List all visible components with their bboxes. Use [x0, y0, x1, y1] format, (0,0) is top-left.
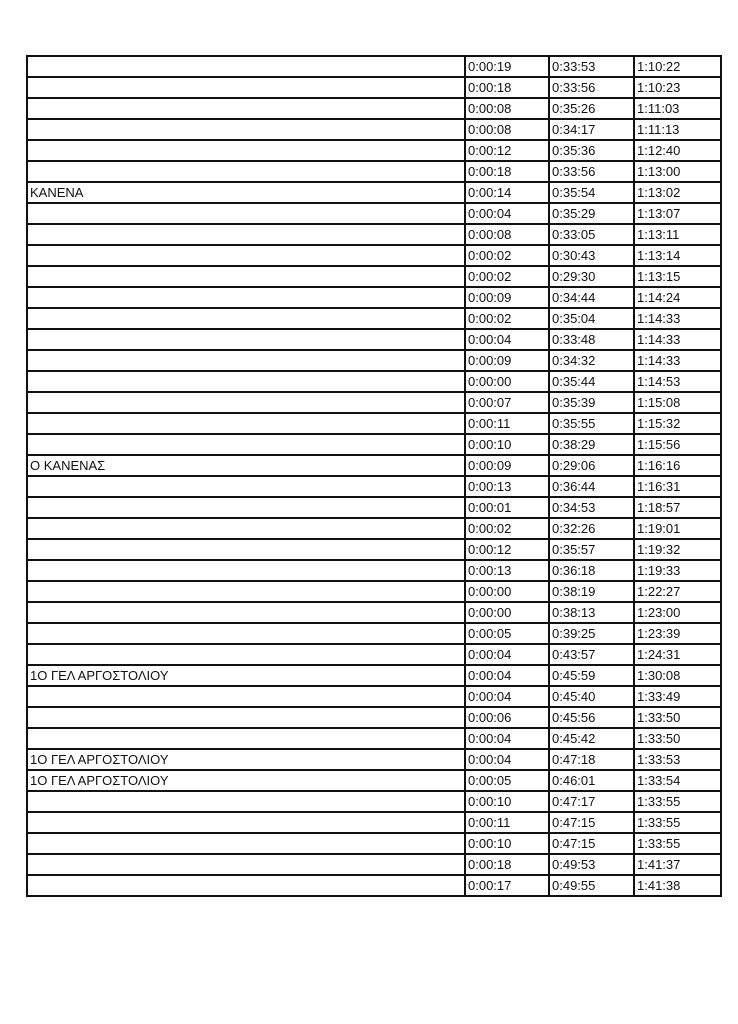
table-row	[27, 455, 721, 476]
time-cell-2: 0:35:29	[549, 203, 634, 224]
table-row	[27, 728, 721, 749]
time-cell-1: 0:00:00	[465, 581, 549, 602]
time-cell-2: 0:30:43	[549, 245, 634, 266]
time-cell-1: 0:00:18	[465, 161, 549, 182]
table-row	[27, 560, 721, 581]
time-cell-2: 0:33:56	[549, 77, 634, 98]
time-cell-2: 0:47:18	[549, 749, 634, 770]
team-cell	[27, 308, 465, 329]
table-row	[27, 707, 721, 728]
table-row	[27, 119, 721, 140]
team-cell: Ο ΚΑΝΕΝΑΣ	[27, 455, 465, 476]
time-cell-3: 1:13:15	[634, 266, 721, 287]
time-cell-3: 1:33:55	[634, 791, 721, 812]
time-cell-2: 0:34:53	[549, 497, 634, 518]
team-cell	[27, 140, 465, 161]
time-cell-3: 1:33:49	[634, 686, 721, 707]
time-cell-3: 1:22:27	[634, 581, 721, 602]
time-cell-3: 1:11:13	[634, 119, 721, 140]
time-cell-2: 0:34:44	[549, 287, 634, 308]
time-cell-2: 0:36:44	[549, 476, 634, 497]
time-cell-1: 0:00:09	[465, 455, 549, 476]
time-cell-3: 1:13:07	[634, 203, 721, 224]
time-cell-3: 1:10:23	[634, 77, 721, 98]
team-cell	[27, 791, 465, 812]
team-cell: 1Ο ΓΕΛ ΑΡΓΟΣΤΟΛΙΟΥ	[27, 749, 465, 770]
table-row	[27, 392, 721, 413]
time-cell-2: 0:35:55	[549, 413, 634, 434]
table-row	[27, 539, 721, 560]
time-cell-1: 0:00:18	[465, 77, 549, 98]
time-cell-2: 0:47:15	[549, 812, 634, 833]
time-cell-2: 0:36:18	[549, 560, 634, 581]
time-cell-1: 0:00:14	[465, 182, 549, 203]
time-cell-3: 1:19:01	[634, 518, 721, 539]
time-cell-1: 0:00:02	[465, 245, 549, 266]
table-row	[27, 518, 721, 539]
team-cell	[27, 560, 465, 581]
time-cell-3: 1:23:39	[634, 623, 721, 644]
time-cell-3: 1:16:16	[634, 455, 721, 476]
time-cell-1: 0:00:18	[465, 854, 549, 875]
time-cell-1: 0:00:00	[465, 371, 549, 392]
time-cell-2: 0:49:53	[549, 854, 634, 875]
time-cell-2: 0:45:59	[549, 665, 634, 686]
table-row	[27, 350, 721, 371]
team-cell	[27, 812, 465, 833]
time-cell-3: 1:15:56	[634, 434, 721, 455]
time-cell-3: 1:13:14	[634, 245, 721, 266]
time-cell-3: 1:10:22	[634, 56, 721, 77]
time-cell-1: 0:00:09	[465, 350, 549, 371]
time-cell-3: 1:11:03	[634, 98, 721, 119]
time-cell-3: 1:12:40	[634, 140, 721, 161]
team-cell	[27, 686, 465, 707]
table-row	[27, 224, 721, 245]
table-row	[27, 854, 721, 875]
time-cell-3: 1:33:50	[634, 707, 721, 728]
time-cell-2: 0:35:57	[549, 539, 634, 560]
team-cell	[27, 98, 465, 119]
table-row	[27, 203, 721, 224]
time-cell-1: 0:00:17	[465, 875, 549, 896]
team-cell	[27, 266, 465, 287]
team-cell	[27, 644, 465, 665]
time-cell-2: 0:32:26	[549, 518, 634, 539]
table-row	[27, 791, 721, 812]
time-cell-3: 1:33:55	[634, 812, 721, 833]
time-cell-2: 0:35:54	[549, 182, 634, 203]
time-cell-1: 0:00:05	[465, 770, 549, 791]
table-row	[27, 329, 721, 350]
table-row	[27, 245, 721, 266]
team-cell	[27, 371, 465, 392]
table-row	[27, 161, 721, 182]
time-cell-1: 0:00:02	[465, 308, 549, 329]
time-cell-2: 0:47:15	[549, 833, 634, 854]
time-cell-3: 1:14:53	[634, 371, 721, 392]
time-cell-1: 0:00:13	[465, 560, 549, 581]
time-cell-3: 1:33:53	[634, 749, 721, 770]
time-cell-3: 1:16:31	[634, 476, 721, 497]
time-cell-3: 1:30:08	[634, 665, 721, 686]
team-cell	[27, 833, 465, 854]
team-cell	[27, 602, 465, 623]
team-cell	[27, 245, 465, 266]
time-cell-2: 0:35:39	[549, 392, 634, 413]
time-cell-1: 0:00:06	[465, 707, 549, 728]
table-row	[27, 770, 721, 791]
table-row	[27, 749, 721, 770]
time-cell-2: 0:35:04	[549, 308, 634, 329]
time-cell-3: 1:19:32	[634, 539, 721, 560]
team-cell: 1Ο ΓΕΛ ΑΡΓΟΣΤΟΛΙΟΥ	[27, 770, 465, 791]
time-cell-1: 0:00:04	[465, 728, 549, 749]
time-cell-2: 0:29:30	[549, 266, 634, 287]
table-row	[27, 602, 721, 623]
table-row	[27, 266, 721, 287]
time-cell-2: 0:34:17	[549, 119, 634, 140]
team-cell	[27, 350, 465, 371]
time-cell-2: 0:33:05	[549, 224, 634, 245]
time-cell-3: 1:15:32	[634, 413, 721, 434]
time-cell-2: 0:38:13	[549, 602, 634, 623]
time-cell-3: 1:24:31	[634, 644, 721, 665]
time-cell-2: 0:33:56	[549, 161, 634, 182]
time-cell-2: 0:39:25	[549, 623, 634, 644]
time-cell-1: 0:00:01	[465, 497, 549, 518]
team-cell: 1Ο ΓΕΛ ΑΡΓΟΣΤΟΛΙΟΥ	[27, 665, 465, 686]
time-cell-1: 0:00:10	[465, 833, 549, 854]
time-cell-2: 0:45:56	[549, 707, 634, 728]
time-cell-3: 1:33:50	[634, 728, 721, 749]
team-cell	[27, 434, 465, 455]
results-table-body	[27, 56, 721, 896]
time-cell-2: 0:45:40	[549, 686, 634, 707]
table-row	[27, 644, 721, 665]
table-row	[27, 623, 721, 644]
team-cell	[27, 224, 465, 245]
time-cell-1: 0:00:04	[465, 686, 549, 707]
team-cell	[27, 854, 465, 875]
time-cell-1: 0:00:04	[465, 329, 549, 350]
time-cell-3: 1:33:54	[634, 770, 721, 791]
team-cell	[27, 203, 465, 224]
time-cell-1: 0:00:09	[465, 287, 549, 308]
team-cell	[27, 413, 465, 434]
time-cell-2: 0:33:53	[549, 56, 634, 77]
table-row	[27, 581, 721, 602]
time-cell-2: 0:29:06	[549, 455, 634, 476]
team-cell	[27, 476, 465, 497]
time-cell-1: 0:00:07	[465, 392, 549, 413]
table-row	[27, 182, 721, 203]
time-cell-2: 0:46:01	[549, 770, 634, 791]
team-cell	[27, 728, 465, 749]
time-cell-2: 0:38:29	[549, 434, 634, 455]
table-row	[27, 434, 721, 455]
team-cell	[27, 707, 465, 728]
team-cell	[27, 497, 465, 518]
time-cell-1: 0:00:08	[465, 119, 549, 140]
table-row	[27, 833, 721, 854]
team-cell	[27, 623, 465, 644]
time-cell-1: 0:00:13	[465, 476, 549, 497]
team-cell	[27, 161, 465, 182]
table-row	[27, 56, 721, 77]
time-cell-3: 1:19:33	[634, 560, 721, 581]
time-cell-1: 0:00:19	[465, 56, 549, 77]
time-cell-3: 1:23:00	[634, 602, 721, 623]
time-cell-1: 0:00:12	[465, 539, 549, 560]
time-cell-3: 1:14:33	[634, 308, 721, 329]
time-cell-1: 0:00:08	[465, 98, 549, 119]
time-cell-2: 0:35:36	[549, 140, 634, 161]
time-cell-1: 0:00:02	[465, 266, 549, 287]
time-cell-1: 0:00:00	[465, 602, 549, 623]
time-cell-3: 1:15:08	[634, 392, 721, 413]
table-row	[27, 476, 721, 497]
table-row	[27, 812, 721, 833]
table-row	[27, 308, 721, 329]
time-cell-1: 0:00:04	[465, 665, 549, 686]
time-cell-2: 0:35:26	[549, 98, 634, 119]
team-cell: ΚΑΝΕΝΑ	[27, 182, 465, 203]
time-cell-1: 0:00:04	[465, 644, 549, 665]
time-cell-1: 0:00:11	[465, 413, 549, 434]
table-row	[27, 140, 721, 161]
time-cell-3: 1:41:37	[634, 854, 721, 875]
time-cell-2: 0:49:55	[549, 875, 634, 896]
time-cell-2: 0:43:57	[549, 644, 634, 665]
team-cell	[27, 77, 465, 98]
table-row	[27, 875, 721, 896]
table-row	[27, 497, 721, 518]
time-cell-2: 0:33:48	[549, 329, 634, 350]
results-table	[26, 55, 722, 897]
time-cell-3: 1:14:24	[634, 287, 721, 308]
table-row	[27, 686, 721, 707]
time-cell-2: 0:45:42	[549, 728, 634, 749]
time-cell-2: 0:35:44	[549, 371, 634, 392]
time-cell-1: 0:00:10	[465, 791, 549, 812]
team-cell	[27, 56, 465, 77]
time-cell-2: 0:38:19	[549, 581, 634, 602]
time-cell-3: 1:13:11	[634, 224, 721, 245]
table-row	[27, 665, 721, 686]
team-cell	[27, 581, 465, 602]
time-cell-1: 0:00:08	[465, 224, 549, 245]
time-cell-3: 1:14:33	[634, 350, 721, 371]
team-cell	[27, 539, 465, 560]
time-cell-1: 0:00:04	[465, 203, 549, 224]
time-cell-3: 1:13:02	[634, 182, 721, 203]
table-row	[27, 287, 721, 308]
table-row	[27, 413, 721, 434]
time-cell-1: 0:00:10	[465, 434, 549, 455]
team-cell	[27, 287, 465, 308]
time-cell-1: 0:00:12	[465, 140, 549, 161]
time-cell-2: 0:47:17	[549, 791, 634, 812]
table-row	[27, 77, 721, 98]
team-cell	[27, 518, 465, 539]
time-cell-1: 0:00:04	[465, 749, 549, 770]
time-cell-1: 0:00:05	[465, 623, 549, 644]
time-cell-3: 1:18:57	[634, 497, 721, 518]
time-cell-1: 0:00:02	[465, 518, 549, 539]
time-cell-3: 1:41:38	[634, 875, 721, 896]
time-cell-1: 0:00:11	[465, 812, 549, 833]
table-row	[27, 371, 721, 392]
time-cell-3: 1:13:00	[634, 161, 721, 182]
time-cell-3: 1:14:33	[634, 329, 721, 350]
team-cell	[27, 119, 465, 140]
time-cell-3: 1:33:55	[634, 833, 721, 854]
team-cell	[27, 392, 465, 413]
team-cell	[27, 329, 465, 350]
table-row	[27, 98, 721, 119]
time-cell-2: 0:34:32	[549, 350, 634, 371]
team-cell	[27, 875, 465, 896]
